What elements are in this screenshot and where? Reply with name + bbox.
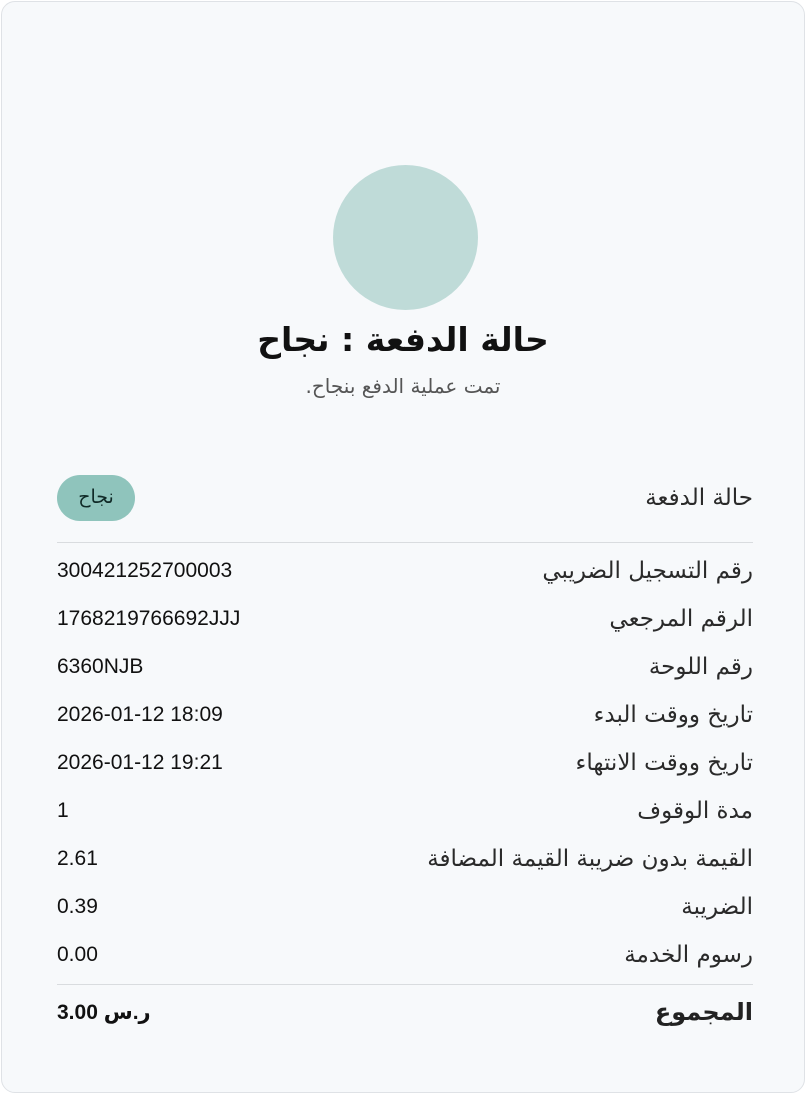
- detail-row-end: [57, 750, 753, 776]
- payment-status-row: [57, 475, 753, 521]
- page-title: حالة الدفعة : نجاح: [257, 320, 549, 359]
- detail-value: 0.00: [57, 943, 98, 966]
- detail-label: رقم اللوحة: [648, 654, 753, 680]
- status-badge-wrap: [57, 475, 135, 521]
- payment-receipt-card: [1, 1, 805, 1093]
- detail-value: 2.61: [57, 847, 98, 870]
- detail-label: الرقم المرجعي: [609, 606, 753, 632]
- detail-value: 300421252700003: [57, 559, 233, 582]
- total-row: [57, 998, 753, 1026]
- divider: [57, 542, 753, 543]
- detail-value: 0.39: [57, 895, 98, 918]
- detail-row-tax: [57, 894, 753, 920]
- detail-row-duration: [57, 798, 753, 824]
- detail-label: رسوم الخدمة: [624, 942, 753, 968]
- detail-row-tax-number: [57, 558, 753, 584]
- detail-row-amount-excl-vat: [57, 846, 753, 872]
- status-circle-icon: [333, 165, 478, 310]
- detail-label: الضريبة: [681, 894, 753, 920]
- payment-status-label: حالة الدفعة: [645, 485, 753, 511]
- detail-row-start: [57, 702, 753, 728]
- detail-label: تاريخ ووقت الانتهاء: [575, 750, 753, 776]
- detail-row-service-fee: [57, 942, 753, 968]
- detail-value: 1768219766692JJJ: [57, 607, 241, 630]
- detail-value: 6360NJB: [57, 655, 144, 678]
- detail-row-plate: [57, 654, 753, 680]
- detail-value: 1: [57, 799, 69, 822]
- total-label: المجموع: [654, 998, 753, 1026]
- status-badge: نجاح: [57, 475, 135, 521]
- page-subtitle: تمت عملية الدفع بنجاح.: [305, 374, 501, 398]
- divider: [57, 984, 753, 985]
- detail-label: رقم التسجيل الضريبي: [542, 558, 753, 584]
- detail-label: تاريخ ووقت البدء: [593, 702, 753, 728]
- detail-row-reference: [57, 606, 753, 632]
- detail-label: مدة الوقوف: [637, 798, 753, 824]
- detail-label: القيمة بدون ضريبة القيمة المضافة: [427, 846, 753, 872]
- detail-value: 2026-01-12 18:09: [57, 703, 223, 726]
- detail-value: 2026-01-12 19:21: [57, 751, 223, 774]
- total-value: 3.00 ر.س: [57, 1000, 151, 1024]
